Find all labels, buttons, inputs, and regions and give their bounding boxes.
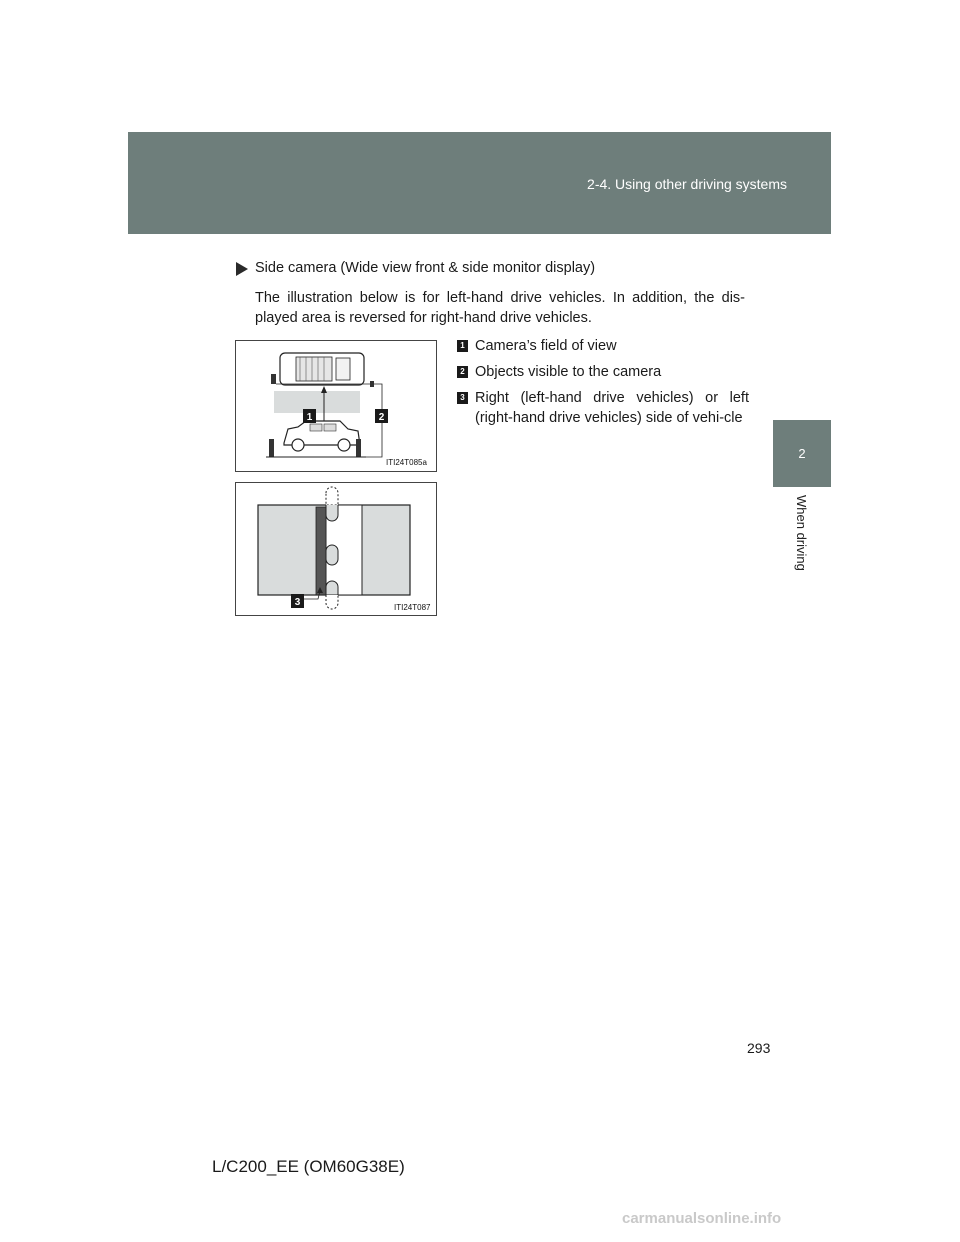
chapter-tab[interactable]: 2	[773, 420, 831, 487]
legend-text: Objects visible to the camera	[475, 364, 662, 380]
legend-text: Camera’s field of view	[475, 338, 617, 354]
figure-code: ITI24T085a	[386, 458, 427, 467]
legend-number-badge: 1	[457, 340, 468, 352]
legend-item	[457, 388, 749, 428]
callout-label-1: 1	[306, 412, 313, 423]
legend-text: Right (left-hand drive vehicles) or left (right-hand drive vehicles) side of vehi-cle	[475, 390, 749, 426]
header-band	[128, 132, 831, 234]
intro-paragraph: The illustration below is for left-hand drive vehicles. In addition, the dis-played area is reversed for right-hand drive vehicles.	[255, 290, 745, 326]
chapter-label: When driving	[794, 495, 809, 571]
figure-code: ITI24T087	[394, 603, 431, 612]
field-of-view-area	[274, 391, 360, 413]
bullet-heading: Side camera (Wide view front & side monitor display)	[255, 260, 596, 276]
legend-number-badge: 3	[457, 392, 468, 404]
vehicle-side-strip	[316, 507, 326, 595]
figure-camera-field-of-view	[235, 340, 437, 472]
section-title: 2-4. Using other driving systems	[587, 176, 787, 192]
manual-code: L/C200_EE (OM60G38E)	[212, 1157, 405, 1176]
top-view-pole	[271, 374, 276, 384]
legend-item	[457, 362, 749, 382]
vehicle-illustration	[236, 341, 436, 471]
monitor-illustration	[236, 483, 436, 615]
top-view-roof	[296, 357, 332, 381]
callout-label-3: 3	[294, 597, 301, 608]
legend-list	[457, 336, 749, 434]
legend-number-badge: 2	[457, 366, 468, 378]
legend-item	[457, 336, 749, 356]
callout-label-2: 2	[378, 412, 385, 423]
page-number: 293	[747, 1040, 771, 1056]
bullet-arrow-icon	[236, 262, 248, 276]
watermark[interactable]: carmanualsonline.info	[622, 1210, 782, 1227]
figure-monitor-display	[235, 482, 437, 616]
